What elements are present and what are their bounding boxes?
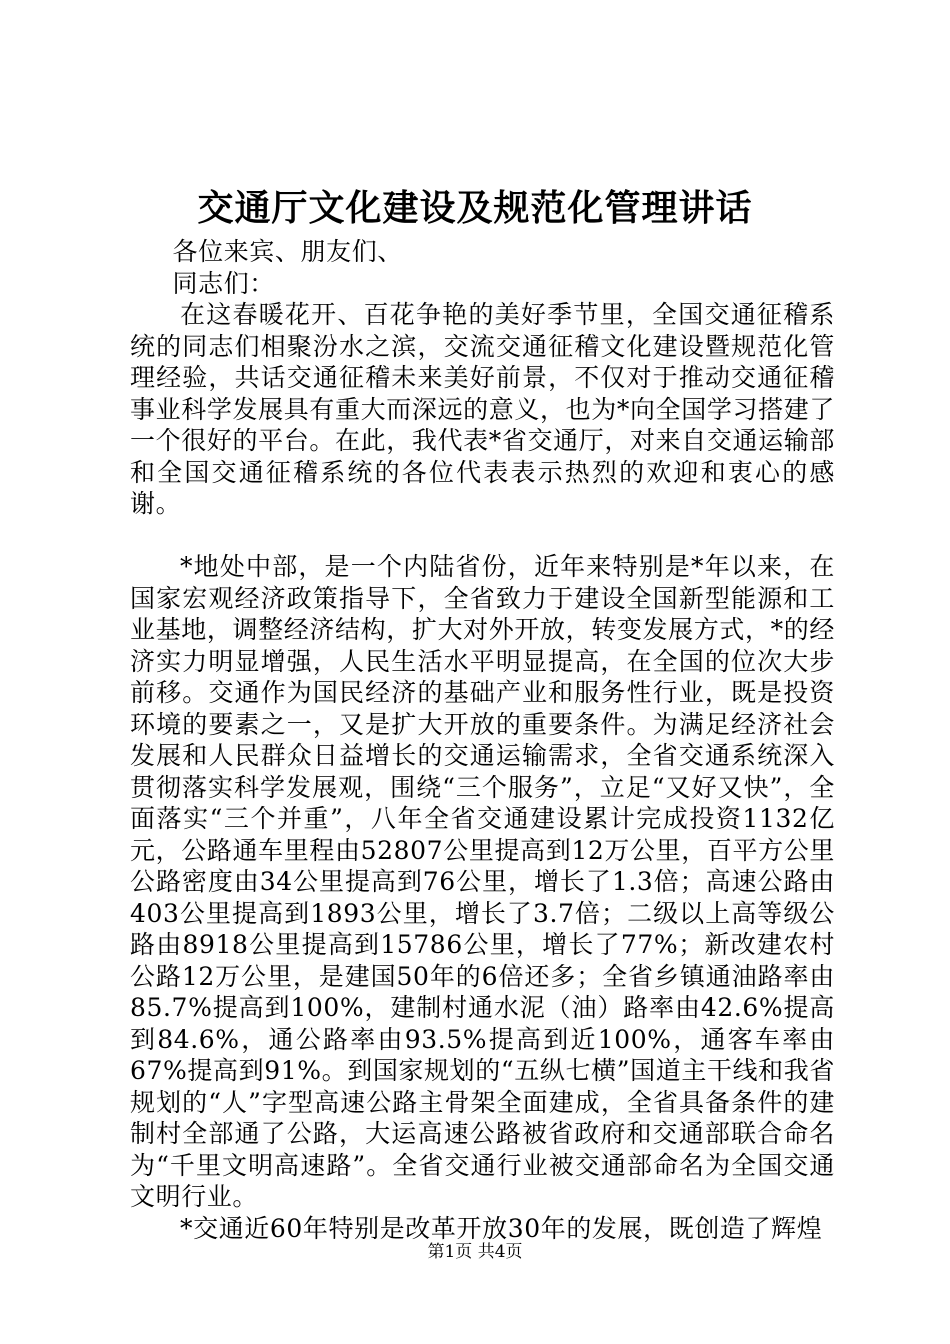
paragraph-development: *交通近60年特别是改革开放30年的发展，既创造了辉煌	[180, 1213, 823, 1243]
page-footer: 第1页 共4页	[427, 1242, 523, 1262]
salutation-line-2: 同志们：	[172, 268, 275, 298]
document-body	[130, 236, 835, 1244]
salutation-line-1: 各位来宾、朋友们、	[172, 237, 403, 266]
paragraph-achievements: *地处中部，是一个内陆省份，近年来特别是*年以来，在国家宏观经济政策指导下，全省致力于建设全国新型能源和工业基地，调整经济结构，扩大对外开放，转变发展方式，*的经济实力明显增强，人民生活水平明显提高，在全国的位次大步前移。交通作为国民经济的基础产业和服务性行业，既是投资环境的要素之一，又是扩大开放的重要条件。为满足经济社会发展和人民群众日益增长的交通运输需求，全省交通系统深入贯彻落实科学发展观，围绕“三个服务”，立足“又好又快”，全面落实“三个并重”，八年全省交通建设累计完成投资1132亿元，公路通车里程由52807公里提高到12万公里，百平方公里公路密度由34公里提高到76公里，增长了1.3倍；高速公路由403公里提高到1893公里，增长了3.7倍；二级以上高等级公路由8918公里提高到15786公里，增长了77%；新改建农村公路12万公里，是建国50年的6倍还多；全省乡镇通油路率由85.7%提高到100%，建制村通水泥（油）路率由42.6%提高到84.6%，通公路率由93.5%提高到近100%，通客车率由67%提高到91%。到国家规划的“五纵七横”国道主干线和我省规划的“人”字型高速公路主骨架全面建成，全省具备条件的建制村全部通了公路，大运高速公路被省政府和交通部联合命名为“千里文明高速路”。全省交通行业被交通部命名为全国交通文明行业。	[130, 552, 835, 1211]
document-title: 交通厅文化建设及规范化管理讲话	[197, 187, 753, 229]
paragraph-welcome: 在这春暖花开、百花争艳的美好季节里，全国交通征稽系统的同志们相聚汾水之滨，交流交通征稽文化建设暨规范化管理经验，共话交通征稽未来美好前景，不仅对于推动交通征稽事业科学发展具有重大而深远的意义，也为*向全国学习搭建了一个很好的平台。在此，我代表*省交通厅，对来自交通运输部和全国交通征稽系统的各位代表表示热烈的欢迎和衷心的感谢。	[130, 300, 835, 518]
